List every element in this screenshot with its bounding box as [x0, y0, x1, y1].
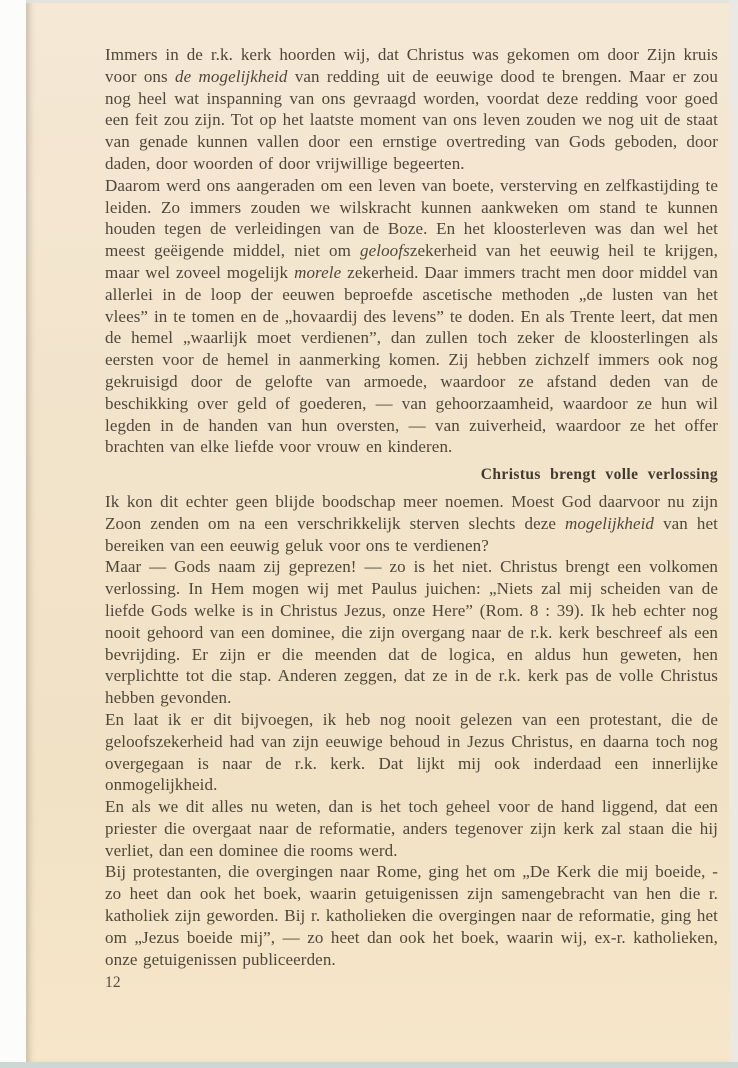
scan-top-edge — [26, 0, 738, 3]
text-run: van redding uit de eeuwige dood te brengen. Maar er zou nog heel wat inspanning van ons gevraagd worden, voordat deze redding voor goed een feit zou zijn. Tot op het laatste moment van ons leven zouden we nog uit de staat van genade kunnen vallen door een ernstige overtreding van Gods geboden, door daden, door woorden of door vrijwillige begeerten. — [105, 66, 718, 173]
paragraphs-after-heading — [105, 491, 718, 971]
text-run: Bij protestanten, die overgingen naar Rome, ging het om „De Kerk die mij boeide, - zo heet dan ook het boek, waarin getuigenissen zijn samengebracht van hen die r. katholiek zijn geworden. Bij r. katholieken die overgingen naar de reformatie, ging het om „Jezus boeide mij”, — zo heet dan ook het boek, waarin wij, ex-r. katholieken, onze getuigenissen publiceerden. — [105, 862, 718, 969]
page-right-edge — [729, 0, 738, 1062]
paragraphs-before-heading — [105, 44, 718, 458]
paragraph — [105, 861, 718, 970]
paragraph — [105, 556, 718, 709]
paragraph — [105, 44, 718, 175]
text-run: van het bereiken van een eeuwig geluk voor ons te verdienen? — [105, 513, 719, 555]
text-run: Immers in de r.k. kerk hoorden wij, dat Christus was gekomen om door Zijn kruis voor ons — [105, 45, 718, 86]
text-run: zekerheid. Daar immers tracht men door middel van allerlei in de loop der eeuwen beproefde ascetische methoden „de lusten van het vlees” in te tomen en de „hovaardij des levens” te doden. En als Trente leert, dat men de hemel „waarlijk moet verdienen”, dan zullen toch zeker de kloosterlingen als eersten voor de hemel in aanmerking komen. Zij hebben zichzelf immers ook nog gekruisigd door de gelofte van armoede, waardoor ze afstand deden van de beschikking over geld of goederen, — van gehoorzaamheid, waardoor ze hun wil legden in de handen van hun oversten, — van zuiverheid, waardoor ze het offer brachten van elke liefde voor vrouw en kinderen. — [105, 262, 718, 457]
page-number: 12 — [105, 974, 121, 992]
text-run: En als we dit alles nu weten, dan is het toch geheel voor de hand liggend, dat een priester die overgaat naar de reformatie, anders tegenover zijn kerk zal staan die hij verliet, dan een dominee die rooms werd. — [105, 797, 718, 860]
text-run: En laat ik er dit bijvoegen, ik heb nog nooit gelezen van een protestant, die de geloofszekerheid had van zijn eeuwige behoud in Jezus Christus, en daarna toch nog overgegaan is naar de r.k. kerk. Dat lijkt mij ook inderdaad een innerlijke onmogelijkheid. — [105, 709, 718, 795]
italic-text-run: geloofs — [360, 241, 410, 261]
italic-text-run: morele — [294, 262, 342, 282]
scan-bottom-edge — [0, 1062, 738, 1068]
paragraph — [105, 491, 718, 556]
text-run: Daarom werd ons aangeraden om een leven van boete, versterving en zelfkastijding te leiden. Zo immers zouden we wilskracht kunnen aankweken om stand te kunnen houden tegen de verleidingen van de Boze. En het kloosterleven was dan wel het meest geëigende middel, niet om — [105, 175, 718, 261]
scan-left-margin — [0, 0, 26, 1068]
italic-text-run: de mogelijkheid — [175, 66, 288, 86]
paragraph — [105, 796, 718, 861]
text-run: Ik kon dit echter geen blijde boodschap meer noemen. Moest God daarvoor nu zijn Zoon zenden om na een verschrikkelijk sterven slechts deze — [105, 491, 718, 533]
text-run: Maar — Gods naam zij geprezen! — zo is het niet. Christus brengt een volkomen verlossing. In Hem mogen wij met Paulus juichen: „Niets zal mij scheiden van de liefde Gods welke is in Christus Jezus, onze Here” (Rom. 8 : 39). Ik heb echter nog nooit gehoord van een dominee, die zijn overgang naar de r.k. kerk beschreef als een bevrijding. Er zijn er die meenden dat de logica, en aldus hun geweten, hen verplichtte tot die stap. Anderen zeggen, dat ze in de r.k. kerk pas de volle Christus hebben gevonden. — [105, 557, 718, 708]
text-column — [105, 44, 718, 994]
italic-text-run: mogelijkheid — [565, 513, 655, 533]
paragraph — [105, 709, 718, 796]
paragraph — [105, 175, 718, 458]
section-heading: Christus brengt volle verlossing — [480, 466, 718, 484]
text-run: zekerheid van het eeuwig heil te krijgen, maar wel zoveel mogelijk — [105, 241, 719, 282]
